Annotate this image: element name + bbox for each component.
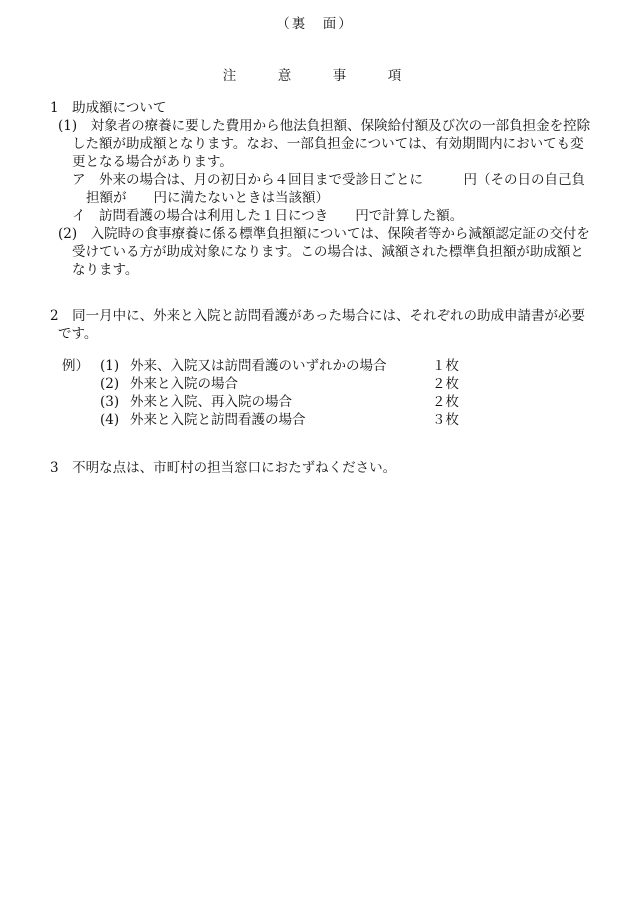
example-label: 例） (62, 358, 89, 374)
example-text: 外来、入院又は訪問看護のいずれかの場合 (130, 358, 387, 374)
page-side-label: （裏 面） (276, 16, 354, 32)
section2-line2: です。 (58, 326, 98, 342)
example-count: ２枚 (432, 376, 459, 392)
section1-heading: 1 助成額について (50, 100, 167, 116)
page-title: 注 意 事 項 (222, 68, 416, 84)
example-count: ２枚 (432, 394, 459, 410)
section3-line: 3 不明な点は、市町村の担当窓口におたずねください。 (50, 460, 397, 476)
section1-item1-line2: した額が助成額となります。なお、一部負担金については、有効期間内においても変 (72, 136, 584, 152)
section1-item2-line1: (2) 入院時の食事療養に係る標準負担額については、保険者等から減額認定証の交付を (58, 226, 590, 242)
section1-item2-line2: 受けている方が助成対象になります。この場合は、減額された標準負担額が助成額と (72, 244, 584, 260)
section1-item1-line3: 更となる場合があります。 (72, 154, 233, 170)
section1-item2-line3: なります。 (72, 262, 139, 278)
example-text: 外来と入院と訪問看護の場合 (130, 412, 306, 428)
section1-item1-line1: (1) 対象者の療養に要した費用から他法負担額、保険給付額及び次の一部負担金を控除 (58, 118, 591, 134)
section1-sub-a-line2: 担額が 円に満たないときは当該額） (86, 190, 329, 206)
section2-line1: 2 同一月中に、外来と入院と訪問看護があった場合には、それぞれの助成申請書が必要 (50, 308, 585, 324)
example-text: 外来と入院の場合 (130, 376, 238, 392)
example-count: ３枚 (432, 412, 459, 428)
example-num: (3) (100, 394, 120, 410)
example-count: １枚 (432, 358, 459, 374)
section1-sub-b-line1: イ 訪問看護の場合は利用した１日につき 円で計算した額。 (72, 208, 464, 224)
example-num: (2) (100, 376, 120, 392)
example-num: (4) (100, 412, 120, 428)
example-num: (1) (100, 358, 120, 374)
example-text: 外来と入院、再入院の場合 (130, 394, 292, 410)
section1-sub-a-line1: ア 外来の場合は、月の初日から４回目まで受診日ごとに 円（その日の自己負 (72, 172, 585, 188)
